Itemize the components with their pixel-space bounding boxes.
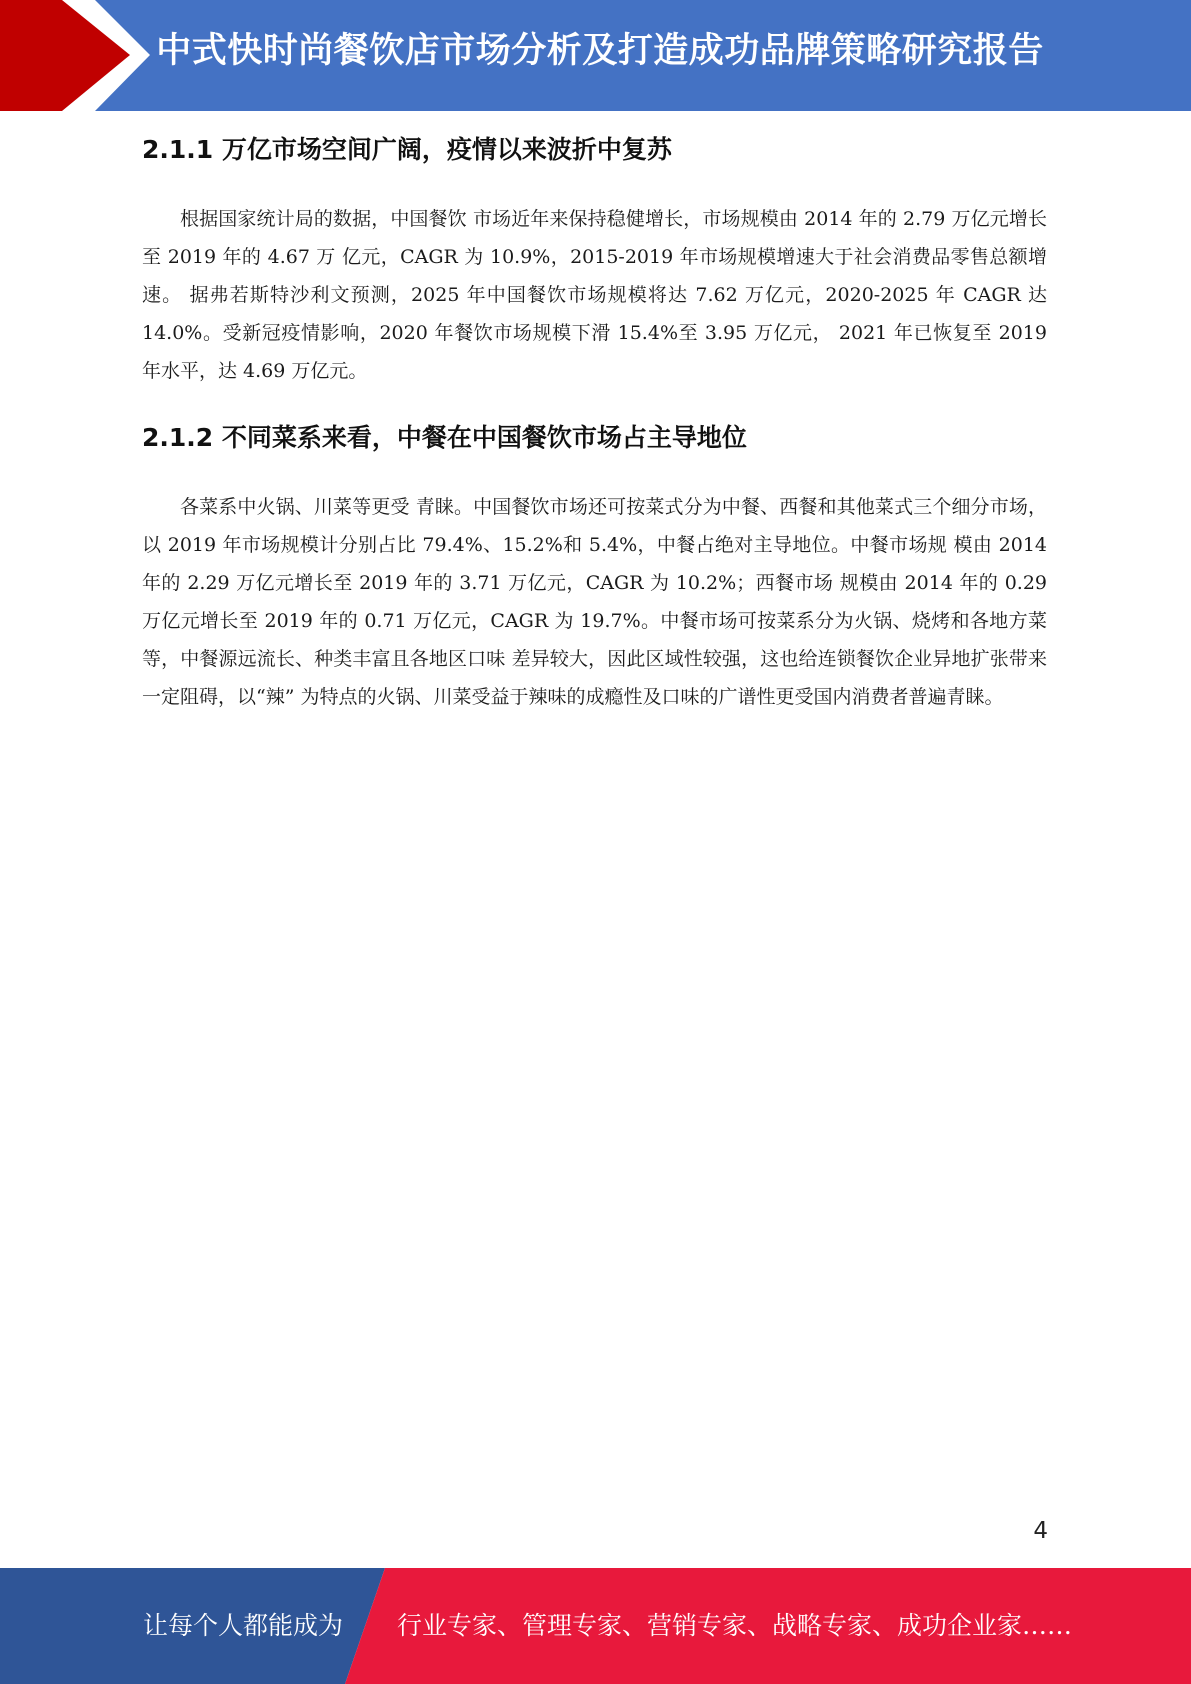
header-chevron-decoration [0,0,160,111]
main-content [142,128,1047,742]
page-number: 4 [1033,1518,1048,1544]
report-title: 中式快时尚餐饮店市场分析及打造成功品牌策略研究报告 [156,31,1044,71]
section-2-1-1 [142,128,1047,390]
section-paragraph: 根据国家统计局的数据，中国餐饮 市场近年来保持稳健增长，市场规模由 2014 年的 2.79 万亿元增长至 2019 年的 4.67 万 亿元，CAGR 为 10.9%，2015-2019 年市场规模增速大于社会消费品零售总额增速。 据弗若斯特沙利文预测，2025 年中国餐饮市场规模将达 7.62 万亿元，2020-2025 年 CAGR 达 14.0%。受新冠疫情影响，2020 年餐饮市场规模下滑 15.4%至 3.95 万亿元， 2021 年已恢复至 2019 年水平，达 4.69 万亿元。 [142,208,1047,382]
footer-slogan-right: 行业专家、管理专家、营销专家、战略专家、成功企业家…… [397,1611,1073,1640]
footer-banner [0,1568,1191,1684]
section-paragraph: 各菜系中火锅、川菜等更受 青睐。中国餐饮市场还可按菜式分为中餐、西餐和其他菜式三个细分市场，以 2019 年市场规模计分别占比 79.4%、15.2%和 5.4%，中餐占绝对主导地位。中餐市场规 模由 2014 年的 2.29 万亿元增长至 2019 年的 3.71 万亿元，CAGR 为 10.2%；西餐市场 规模由 2014 年的 0.29 万亿元增长至 2019 年的 0.71 万亿元，CAGR 为 19.7%。中餐市场可按菜系分为火锅、烧烤和各地方菜等，中餐源远流长、种类丰富且各地区口味 差异较大，因此区域性较强，这也给连锁餐饮企业异地扩张带来一定阻碍，以“辣” 为特点的火锅、川菜受益于辣味的成瘾性及口味的广谱性更受国内消费者普遍青睐。 [142,496,1047,708]
report-header-banner [0,0,1191,111]
section-heading: 2.1.2 不同菜系来看，中餐在中国餐饮市场占主导地位 [142,423,747,452]
section-2-1-2 [142,416,1047,716]
footer-slogan-left: 让每个人都能成为 [143,1611,344,1640]
section-heading: 2.1.1 万亿市场空间广阔，疫情以来波折中复苏 [142,135,672,164]
